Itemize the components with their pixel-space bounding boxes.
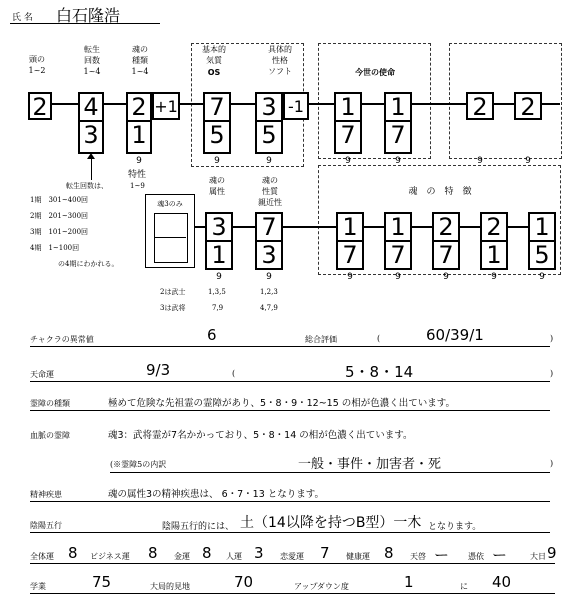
feature-box-1 — [336, 212, 364, 270]
study-value: 75 — [92, 573, 112, 591]
note-general: 3は武将 — [160, 304, 186, 312]
mental-label: 精神疾患 — [30, 490, 62, 499]
ni-value: 40 — [492, 573, 512, 591]
health-luck-label: 健康運 — [346, 552, 370, 561]
attribute-header: 魂の 属性 — [209, 176, 225, 196]
breakdown-value: 一般・事件・加害者・死 — [298, 457, 442, 472]
reincarnation-note-1: 1期 301~400回 — [30, 196, 89, 204]
nine-label: 9 — [216, 272, 222, 282]
chakra-value: 6 — [207, 326, 217, 344]
nine-label: 9 — [136, 156, 142, 166]
feature-1-top: 1 — [342, 213, 358, 241]
overall-close: ) — [550, 334, 554, 343]
destiny-value: 9/3 — [146, 361, 171, 379]
nine-label: 9 — [525, 156, 531, 166]
features-title: 魂 の 特 徴 — [408, 187, 472, 197]
plus-one: +1 — [154, 97, 178, 116]
extra-2: 2 — [520, 93, 536, 121]
breakdown-label: (※霊障5の内訳 — [110, 460, 167, 469]
trait-range: 1~9 — [130, 182, 145, 190]
soul3-box — [145, 194, 195, 268]
feature-box-4 — [480, 212, 508, 270]
overall-value: 60/39/1 — [426, 326, 484, 344]
soul3-divider — [154, 237, 186, 238]
people-luck-label: 人運 — [226, 552, 242, 561]
row-underline — [30, 410, 550, 411]
affinity-header: 魂の 性質 親近性 — [258, 176, 282, 207]
mission-1-bottom: 7 — [336, 120, 360, 148]
business-luck-value: 8 — [148, 544, 158, 562]
row-underline — [30, 501, 550, 502]
spirit-text: 極めて危険な先祖霊の霊障があり、5・8・9・12~15 の相が色濃く出ています。 — [108, 398, 456, 409]
mental-text: 魂の属性3の精神疾患は、 6・7・13 となります。 — [108, 489, 325, 500]
name-underline — [10, 23, 160, 24]
soul-type-bottom: 1 — [128, 120, 150, 148]
extra-box-2 — [514, 92, 542, 120]
money-luck-value: 8 — [202, 544, 212, 562]
destiny-label: 天命運 — [30, 370, 54, 379]
attribute-top: 3 — [211, 213, 227, 241]
note-a1: 1,2,3 — [260, 288, 278, 296]
study-label: 学業 — [30, 582, 46, 591]
view-value: 70 — [234, 573, 254, 591]
concrete-top: 3 — [261, 93, 277, 121]
feature-4-bottom: 1 — [482, 240, 506, 268]
possess-label: 憑依 — [468, 552, 484, 561]
yinyang-value: 土（14以降を持つB型）一木 — [240, 515, 422, 531]
mission-box-2 — [384, 92, 412, 154]
nine-label: 9 — [491, 272, 497, 282]
feature-box-2 — [384, 212, 412, 270]
reincarnation-bottom: 3 — [80, 120, 102, 148]
soul-type-top: 2 — [131, 93, 147, 121]
feature-2-top: 1 — [390, 213, 406, 241]
overall-open: ( — [377, 334, 381, 343]
soul-type-header: 魂の 種類 1~4 — [131, 45, 149, 76]
affinity-box — [255, 212, 283, 270]
nine-label: 9 — [443, 272, 449, 282]
updown-label: アップダウン度 — [294, 582, 349, 591]
nine-label: 9 — [266, 156, 272, 166]
extra-1: 2 — [472, 93, 488, 121]
love-luck-label: 恋愛運 — [280, 552, 304, 561]
destiny-value2: 5・8・14 — [345, 363, 414, 381]
arrow-line — [91, 158, 92, 180]
overall-label: 総合評価 — [305, 335, 337, 344]
soul3-label: 魂3のみ — [157, 200, 183, 208]
attribute-bottom: 1 — [207, 240, 231, 268]
row-underline — [30, 563, 555, 564]
heaven-label: 天啓 — [410, 552, 426, 561]
yinyang-label: 陰陽五行 — [30, 521, 62, 530]
reincarnation-note-3: 3期 101~200回 — [30, 228, 89, 236]
head-value: 2 — [32, 93, 48, 121]
row-underline — [30, 346, 550, 347]
basic-box — [203, 92, 231, 154]
feature-5-top: 1 — [534, 213, 550, 241]
row-underline — [110, 472, 550, 473]
feature-1-bottom: 7 — [338, 240, 362, 268]
extra-box-1 — [466, 92, 494, 120]
blood-label: 血脈の霊障 — [30, 431, 70, 440]
basic-header: 基本的 気質 — [202, 45, 226, 65]
love-luck-value: 7 — [320, 544, 330, 562]
attribute-box — [205, 212, 233, 270]
feature-4-top: 2 — [486, 213, 502, 241]
feature-3-bottom: 7 — [434, 240, 458, 268]
minus-one: -1 — [288, 97, 304, 116]
heaven-value: ー — [434, 546, 450, 564]
affinity-top: 7 — [261, 213, 277, 241]
reincarnation-note-end: の4期にわかれる。 — [58, 260, 119, 268]
affinity-bottom: 3 — [257, 240, 281, 268]
updown-value: 1 — [404, 573, 414, 591]
os-label: OS — [207, 68, 221, 77]
row-underline — [30, 532, 550, 533]
head-header: 頭の 1~2 — [28, 55, 46, 75]
reincarnation-header: 転生 回数 1~4 — [83, 45, 101, 76]
destiny-open: ( — [232, 369, 236, 378]
feature-box-3 — [432, 212, 460, 270]
overall-luck-label: 全体運 — [30, 552, 54, 561]
nine-label: 9 — [347, 272, 353, 282]
reincarnation-box — [78, 92, 104, 154]
person-name: 白石隆浩 — [56, 6, 121, 25]
concrete-header: 具体的 性格 ソフト — [268, 45, 292, 76]
yinyang-pre: 陰陽五行的には、 — [162, 522, 235, 532]
nine-label: 9 — [214, 156, 220, 166]
overall-luck-value: 8 — [68, 544, 78, 562]
view-label: 大局的見地 — [150, 582, 190, 591]
row-underline — [30, 381, 550, 382]
reincarnation-top: 4 — [83, 93, 99, 121]
trait-label: 特性 — [128, 170, 147, 180]
mission-2-bottom: 7 — [386, 120, 410, 148]
feature-5-bottom: 5 — [530, 240, 554, 268]
nine-label: 9 — [345, 156, 351, 166]
feature-2-bottom: 7 — [386, 240, 410, 268]
nine-label: 9 — [539, 272, 545, 282]
chakra-label: チャクラの異常値 — [30, 335, 94, 344]
reincarnation-note-intro: 転生回数は、 — [66, 182, 108, 190]
note-samurai: 2は武士 — [160, 288, 186, 296]
head-box — [28, 92, 52, 120]
blood-text: 魂3：武将霊が7名かかっており、5・8・14 の相が色濃く出ています。 — [108, 430, 413, 441]
mission-1-top: 1 — [340, 93, 356, 121]
health-luck-value: 8 — [384, 544, 394, 562]
reincarnation-note-4: 4期 1~100回 — [30, 244, 80, 252]
feature-3-top: 2 — [438, 213, 454, 241]
concrete-box — [255, 92, 283, 154]
people-luck-value: 3 — [254, 544, 264, 562]
arrow-up-icon — [87, 153, 95, 159]
soul3-inner — [154, 213, 188, 263]
yinyang-post: となります。 — [428, 522, 482, 532]
reincarnation-note-2: 2期 201~300回 — [30, 212, 89, 220]
breakdown-close: ) — [550, 459, 554, 468]
daily-value: 9 — [547, 544, 557, 562]
mission-2-top: 1 — [390, 93, 406, 121]
ni-label: に — [460, 582, 468, 591]
nine-label: 9 — [395, 272, 401, 282]
feature-box-5 — [528, 212, 556, 270]
name-label: 氏 名 — [12, 13, 33, 23]
soul-type-box — [126, 92, 152, 154]
business-luck-label: ビジネス運 — [90, 552, 130, 561]
note-a2: 4,7,9 — [260, 304, 278, 312]
basic-top: 7 — [209, 93, 225, 121]
nine-label: 9 — [395, 156, 401, 166]
spirit-label: 霊障の種類 — [30, 399, 70, 408]
daily-label: 大日 — [530, 552, 546, 561]
nine-label: 9 — [477, 156, 483, 166]
concrete-bottom: 5 — [257, 120, 281, 148]
possess-value: ー — [492, 546, 508, 564]
nine-label: 9 — [266, 272, 272, 282]
minus-box — [283, 92, 309, 120]
basic-bottom: 5 — [205, 120, 229, 148]
row-underline — [30, 593, 555, 594]
destiny-close: ) — [550, 369, 554, 378]
mission-header: 今世の使命 — [355, 67, 395, 77]
mission-box-1 — [334, 92, 362, 154]
money-luck-label: 金運 — [174, 552, 190, 561]
plus-box — [152, 92, 180, 120]
note-s2: 7,9 — [212, 304, 224, 312]
note-s1: 1,3,5 — [208, 288, 226, 296]
